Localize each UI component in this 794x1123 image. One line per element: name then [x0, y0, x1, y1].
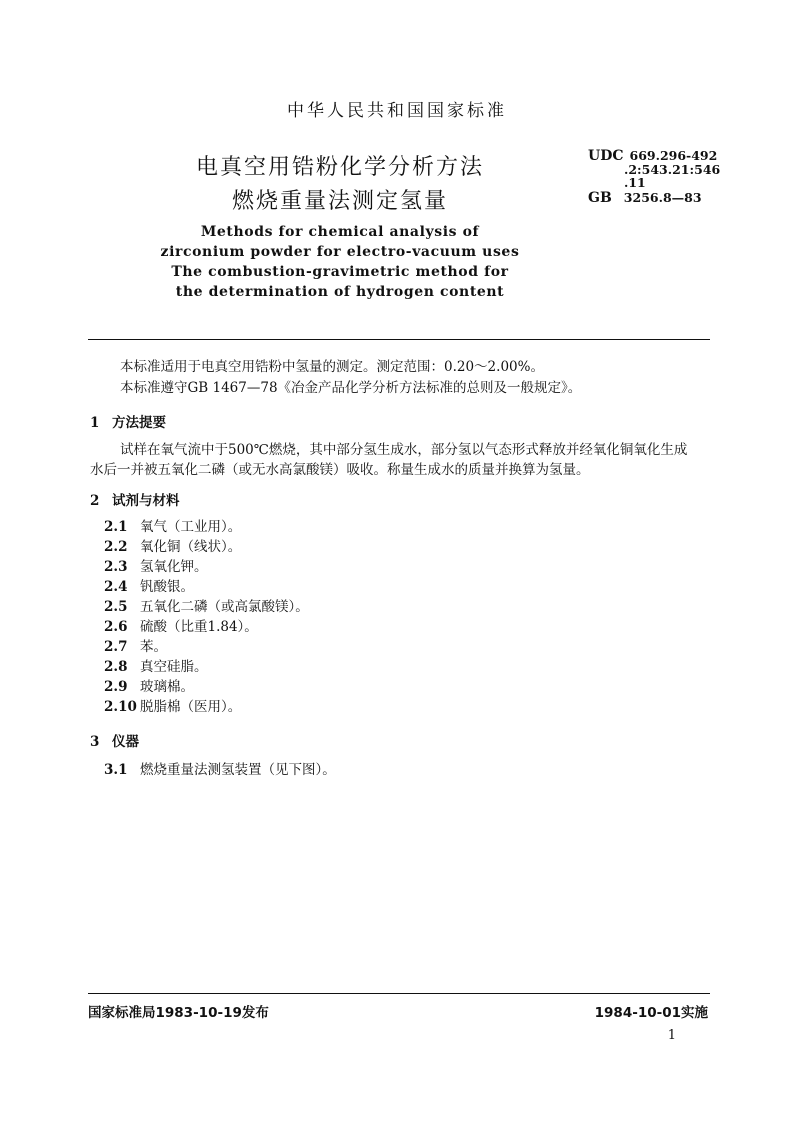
item-text: 氧化铜（线状）。 [140, 539, 242, 555]
item-number: 2.6 [104, 619, 128, 635]
reagent-item [104, 577, 194, 597]
udc-label: UDC [588, 148, 624, 164]
reagent-item [104, 617, 258, 637]
title-en-line3: The combustion-gravimetric method for [171, 264, 509, 280]
header-divider [88, 339, 710, 340]
section-2-title: 试剂与材料 [112, 493, 180, 509]
item-text: 氧气（工业用）。 [140, 519, 242, 535]
item-number: 2.3 [104, 559, 128, 575]
reagent-item [104, 637, 167, 657]
item-number: 2.2 [104, 539, 128, 555]
udc-code2: .2:543.21:546 [624, 162, 721, 177]
title-cn-line2: 燃烧重量法测定氢量 [231, 189, 448, 214]
item-number: 2.9 [104, 679, 128, 695]
reagent-item [104, 537, 241, 557]
item-number: 2.1 [104, 519, 128, 535]
reagent-item [104, 697, 241, 717]
section-2-heading [90, 489, 180, 509]
item-text: 燃烧重量法测氢装置（见下图）。 [140, 762, 336, 778]
reagent-item [104, 517, 241, 537]
section-1-number: 1 [90, 415, 100, 431]
item-number: 2.10 [104, 699, 137, 715]
item-number: 2.4 [104, 579, 128, 595]
section-2-number: 2 [90, 493, 100, 509]
section-1-text-line1: 试样在氧气流中于500℃燃烧，其中部分氢生成水，部分氢以气态形式释放并经氧化铜氧化生成 [120, 442, 688, 458]
item-number: 3.1 [104, 762, 128, 778]
item-text: 真空硅脂。 [140, 659, 208, 675]
section-3-title: 仪器 [112, 734, 139, 750]
item-number: 2.7 [104, 639, 128, 655]
section-1-title: 方法提要 [112, 415, 166, 431]
instrument-item [104, 760, 336, 780]
footer-divider [88, 993, 710, 994]
issue-date: 国家标准局1983-10-19发布 [88, 1005, 269, 1021]
title-en-line1: Methods for chemical analysis of [200, 224, 480, 240]
reagent-item [104, 657, 208, 677]
item-number: 2.5 [104, 599, 128, 615]
gb-label: GB [588, 190, 612, 206]
intro-scope: 本标准适用于电真空用锆粉中氢量的测定。测定范围：0.20～2.00%。 [120, 359, 544, 375]
section-1-heading [90, 411, 166, 431]
title-en-line2: zirconium powder for electro-vacuum uses [160, 244, 520, 260]
item-text: 钒酸银。 [140, 579, 194, 595]
udc-code3: .11 [624, 175, 646, 190]
reagent-item [104, 677, 194, 697]
section-3-number: 3 [90, 734, 100, 750]
item-text: 五氧化二磷（或高氯酸镁）。 [140, 599, 309, 615]
item-text: 硫酸（比重1.84）。 [140, 619, 258, 635]
section-3-heading [90, 730, 139, 750]
title-en-line4: the determination of hydrogen content [175, 284, 505, 300]
gb-code: 3256.8—83 [623, 190, 702, 205]
reagent-item [104, 597, 309, 617]
reagent-item [104, 557, 208, 577]
standard-header: 中华人民共和国国家标准 [287, 101, 507, 121]
item-text: 脱脂棉（医用）。 [140, 699, 242, 715]
item-number: 2.8 [104, 659, 128, 675]
item-text: 玻璃棉。 [140, 679, 194, 695]
udc-code1: 669.296-492 [629, 148, 718, 163]
section-1-text-line2: 水后一并被五氧化二磷（或无水高氯酸镁）吸收。称量生成水的质量并换算为氢量。 [90, 462, 590, 478]
item-text: 氢氧化钾。 [140, 559, 208, 575]
effective-date: 1984-10-01实施 [594, 1005, 708, 1021]
intro-compliance: 本标准遵守GB 1467—78《冶金产品化学分析方法标准的总则及一般规定》。 [120, 380, 582, 396]
title-cn-line1: 电真空用锆粉化学分析方法 [195, 155, 484, 180]
udc-block [588, 149, 720, 205]
page-number: 1 [667, 1028, 676, 1043]
item-text: 苯。 [140, 639, 167, 655]
